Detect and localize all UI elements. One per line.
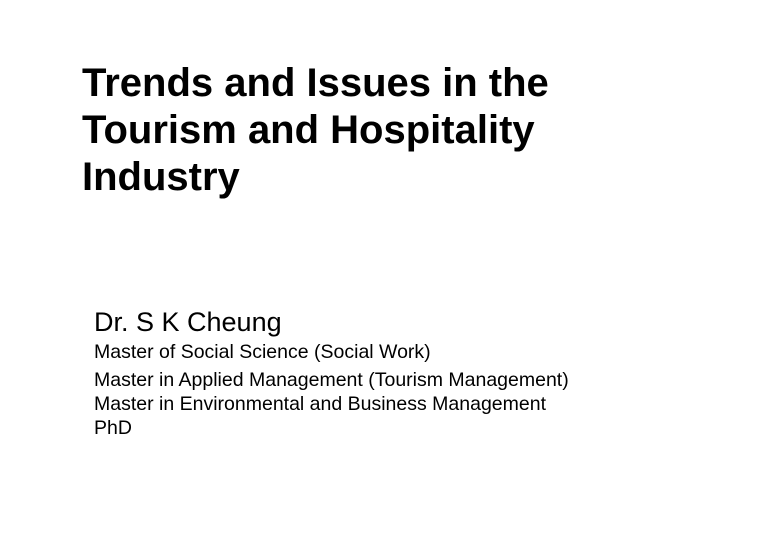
presenter-credential-1: Master of Social Science (Social Work) bbox=[94, 341, 431, 363]
slide-title-line-1: Trends and Issues in the bbox=[82, 61, 549, 105]
presenter-name: Dr. S K Cheung bbox=[94, 307, 282, 337]
presenter-credential-3: Master in Environmental and Business Management bbox=[94, 393, 546, 415]
presenter-credential-4: PhD bbox=[94, 417, 132, 439]
presenter-block bbox=[94, 306, 569, 440]
slide-title-line-2: Tourism and Hospitality bbox=[82, 108, 535, 152]
slide-title bbox=[82, 60, 549, 201]
presenter-credential-2: Master in Applied Management (Tourism Management) bbox=[94, 369, 569, 391]
slide-title-line-3: Industry bbox=[82, 155, 240, 199]
